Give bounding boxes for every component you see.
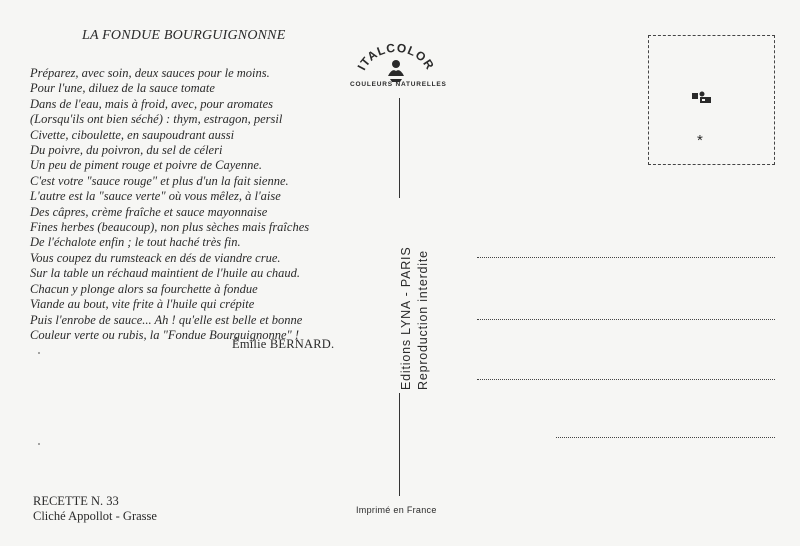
poem-line: Vous coupez du rumsteack en dés de viandre crue. bbox=[30, 250, 281, 265]
poem-line: C'est votre "sauce rouge" et plus d'un la fait sienne. bbox=[30, 173, 289, 188]
poem-line: (Lorsqu'ils ont bien séché) : thym, estragon, persil bbox=[30, 112, 283, 127]
poem-line: Chacun y plonge alors sa fourchette à fondue bbox=[30, 281, 258, 296]
recipe-title: LA FONDUE BOURGUIGNONNE bbox=[82, 28, 286, 43]
address-line bbox=[477, 379, 775, 380]
address-line bbox=[556, 437, 775, 438]
poem-line: Un peu de piment rouge et poivre de Cayenne. bbox=[30, 158, 262, 173]
address-line bbox=[477, 257, 775, 258]
poem-line: Du poivre, du poivron, du sel de céleri bbox=[30, 143, 223, 158]
reproduction-notice: Reproduction interdite bbox=[416, 250, 430, 390]
printer-mark-icon bbox=[691, 90, 713, 104]
divider-line-top bbox=[399, 98, 400, 198]
poem-line: L'autre est la "sauce verte" où vous mêlez, à l'aise bbox=[30, 189, 281, 204]
publisher-block bbox=[398, 247, 432, 390]
recipe-number: RECETTE N. 33 bbox=[33, 494, 119, 508]
poem-line: Fines herbes (beaucoup), non plus sèches mais fraîches bbox=[30, 220, 310, 235]
divider-line-bottom bbox=[399, 393, 400, 496]
poem-line: Viande au bout, vite frite à l'huile qui crépite bbox=[30, 297, 255, 312]
logo-emblem-icon bbox=[388, 60, 404, 82]
italcolor-logo bbox=[336, 38, 456, 98]
poem bbox=[30, 66, 360, 343]
stamp-box bbox=[648, 35, 775, 165]
logo-subtitle: COULEURS NATURELLES bbox=[350, 81, 447, 88]
publisher-name: Editions LYNA - PARIS bbox=[399, 246, 413, 390]
imprint-notice: Imprimé en France bbox=[356, 505, 437, 515]
poem-line: Puis l'enrobe de sauce... Ah ! qu'elle est belle et bonne bbox=[30, 312, 303, 327]
stamp-asterisk: * bbox=[697, 132, 703, 149]
poem-author: Émilie BERNARD. bbox=[232, 337, 335, 351]
recipe-info bbox=[33, 494, 157, 524]
poem-line: Civette, ciboulette, en saupoudrant aussi bbox=[30, 127, 235, 142]
poem-line: Dans de l'eau, mais à froid, avec, pour aromates bbox=[30, 96, 274, 111]
poem-line: Couleur verte ou rubis, la "Fondue Bourguignonne" ! bbox=[30, 327, 300, 342]
poem-line: De l'échalote enfin ; le tout haché très fin. bbox=[30, 235, 241, 250]
print-dot bbox=[38, 352, 40, 354]
poem-line: Sur la table un réchaud maintient de l'huile au chaud. bbox=[30, 266, 300, 281]
photo-credit: Cliché Appollot - Grasse bbox=[33, 509, 157, 523]
logo-arc-text: ITALCOLOR bbox=[354, 40, 438, 73]
poem-line: Des câpres, crème fraîche et sauce mayonnaise bbox=[30, 204, 268, 219]
print-dot bbox=[38, 443, 40, 445]
address-line bbox=[477, 319, 775, 320]
poem-line: Pour l'une, diluez de la sauce tomate bbox=[30, 81, 215, 96]
poem-line: Préparez, avec soin, deux sauces pour le moins. bbox=[30, 66, 270, 80]
